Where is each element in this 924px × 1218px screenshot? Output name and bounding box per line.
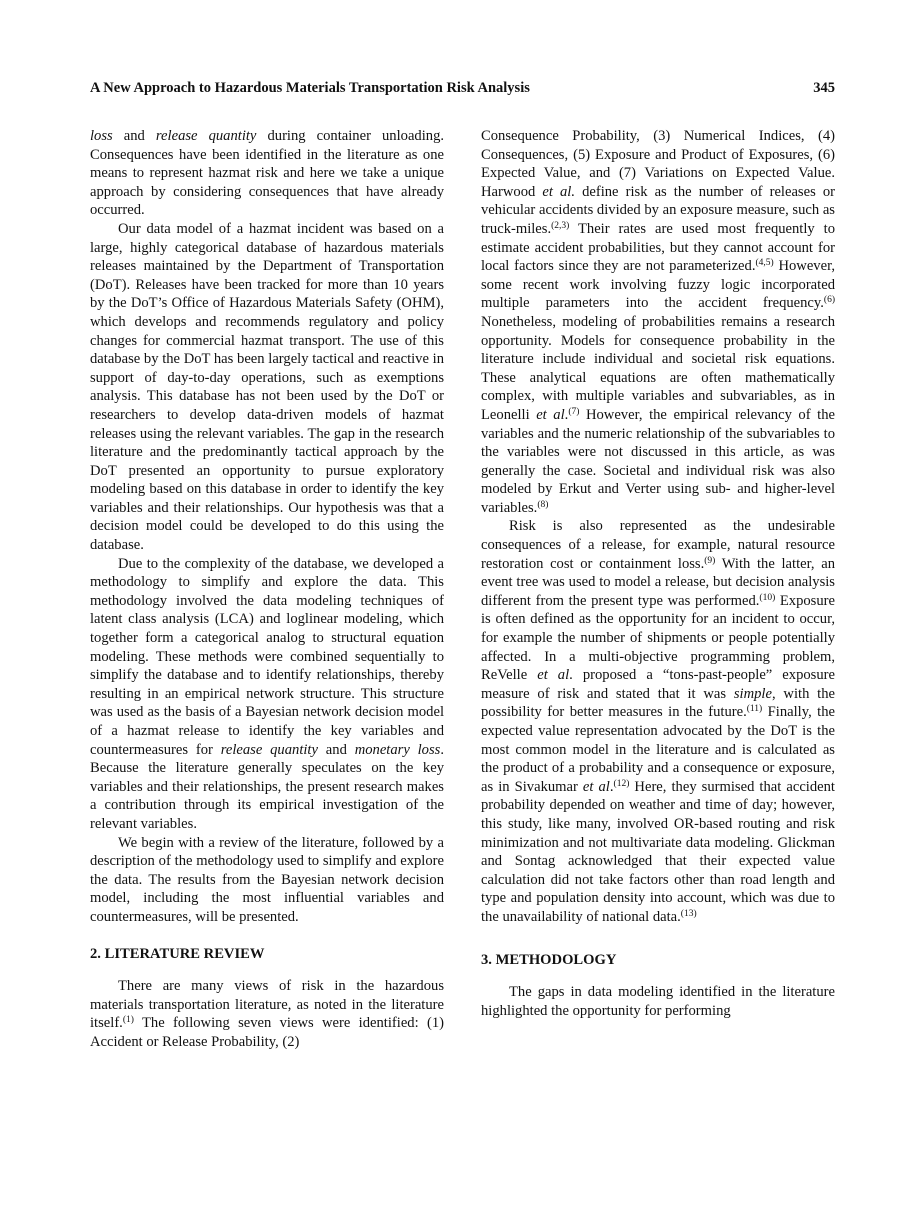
citation: (1) — [122, 1015, 134, 1026]
text-run: With the latter, an event tree was used to model a release, but decision analysis different from the present type was performed. — [481, 555, 835, 609]
paragraph-data-model: Our data model of a hazmat incident was based on a large, highly categorical database of hazardous materials releases maintained by the Department of Transportation (DoT). Releases have been tracked for more than 10 years by the DoT’s Office of Hazardous Materials Safety (OHM), which develops and recommends regulatory and policy changes for commercial hazmat transport. The use of this database by the DoT has been largely tactical and reactive in support of day-to-day operations, such as exemptions analysis. This database has not been used by the DoT or researchers to develop data-driven models of hazmat releases using the relevant variables. The gap in the research literature and the predominantly tactical approach by the DoT presented an opportunity to pursue exploratory modeling based on this database in order to identify the key variables and their relationships. Our hypothesis was that a decision model could be developed to do this using the database. — [90, 220, 444, 554]
emphasis: simple — [733, 685, 772, 702]
text-run: Risk is also represented as the undesirable consequences of a release, for example, natural resource restoration cost or containment loss. — [481, 518, 835, 572]
citation: (7) — [568, 406, 580, 417]
citation: (12) — [613, 778, 630, 789]
text-run: Exposure is often defined as the opportunity for an incident to occur, for example the number of shipments or people potentially affected. In a multi-objective programming problem, ReVelle — [481, 592, 835, 684]
citation: (6) — [823, 295, 835, 306]
text-run: Due to the complexity of the database, we developed a methodology to simplify and explore the data. This methodology involved the data modeling techniques of latent class analysis (LCA) and loglinear modeling, which together form a categorical analog to structural equation modeling. These methods were combined sequentially to simplify the database and to identify relationships, thereby resulting in an empirical network structure. This structure was used as the basis of a Bayesian network decision model of a hazmat release to identify the key variables and countermeasures for — [90, 555, 444, 758]
paragraph-methodology-overview — [90, 555, 444, 834]
paragraph-views-of-risk — [90, 977, 444, 1051]
paragraph-continued — [481, 127, 835, 517]
running-header — [90, 80, 835, 102]
text-run: , with the possibility for better measures in the future. — [481, 685, 835, 721]
emphasis: loss — [90, 128, 113, 144]
citation: (11) — [746, 704, 763, 715]
emphasis: monetary loss — [354, 741, 441, 758]
emphasis: et al. — [542, 183, 575, 200]
citation: (8) — [537, 499, 549, 510]
text-run: The following seven views were identified: (1) Accident or Release Probability, (2) — [90, 1015, 444, 1050]
paragraph-outline: We begin with a review of the literature, followed by a description of the methodology used to simplify and explore the data. The results from the Bayesian network decision model, including the most influential variables and countermeasures, will be presented. — [90, 834, 444, 925]
text-run: . proposed a “tons-past-people” exposure measure of risk and stated that it was — [481, 667, 835, 702]
emphasis: et al — [537, 667, 570, 684]
text-run: Consequence Probability, (3) Numerical Indices, (4) Consequences, (5) Exposure and Product of Exposures, (6) Expected Value, and (7) Variations on Expected Value. Harwood — [481, 128, 835, 200]
text-run: . — [609, 778, 614, 795]
paragraph-consequences — [481, 517, 835, 926]
left-column — [90, 127, 444, 1052]
citation: (10) — [759, 592, 776, 603]
emphasis: et al — [582, 778, 610, 795]
text-run: and — [112, 128, 156, 144]
paragraph-continued — [90, 127, 444, 220]
citation: (9) — [704, 555, 716, 566]
paragraph-methodology-start: The gaps in data modeling identified in the literature highlighted the opportunity for performing — [481, 984, 835, 1019]
emphasis: et al — [536, 406, 565, 423]
text-run: There are many views of risk in the hazardous materials transportation literature, as noted in the literature itself. — [90, 978, 444, 1032]
section-heading-methodology: 3. METHODOLOGY — [481, 951, 617, 968]
text-run: However, the empirical relevancy of the variables and the numeric relationship of the subvariables to the variables were not discussed in this article, as was generally the case. Societal and individual risk was also modeled by Erkut and Verter using sub- and higher-level variables. — [481, 406, 835, 516]
right-column — [481, 127, 835, 1020]
section-heading-literature-review: 2. LITERATURE REVIEW — [90, 945, 265, 962]
emphasis: release quantity — [155, 128, 257, 144]
text-run: . — [564, 406, 569, 423]
page-number: 345 — [813, 80, 835, 96]
text-run: However, some recent work involving fuzzy logic incorporated multiple parameters into the accident frequency. — [481, 258, 835, 312]
text-run: . Because the literature generally speculates on the key variables and their relationships, the present research makes a contribution through its empirical investigation of the relevant variables. — [90, 741, 444, 832]
text-run: define risk as the number of releases or vehicular accidents divided by an exposure measure, such as truck-miles. — [481, 183, 835, 237]
text-run: Finally, the expected value representation advocated by the DoT is the most common model in the literature and is calculated as the product of a probability and a consequence or exposure, as in Sivakumar — [481, 704, 835, 795]
citation: (2,3) — [551, 220, 570, 231]
text-run: Here, they surmised that accident probability depended on weather and time of day; however, this study, like many, involved OR-based routing and risk minimization and not multivariate data modeling. Glickman and Sontag acknowledged that their expected value calculation did not take factors other than road length and type and population density into account, which was due to the unavailability of national data. — [481, 778, 835, 925]
running-title: A New Approach to Hazardous Materials Transportation Risk Analysis — [90, 80, 530, 96]
text-run: Their rates are used most frequently to estimate accident probabilities, but they cannot account for local factors since they are not parameterized. — [481, 220, 835, 275]
citation: (4,5) — [755, 258, 774, 269]
text-run: during container unloading. Consequences have been identified in the literature as one means to represent hazmat risk and here we take a unique approach by considering consequences that have already occurred. — [90, 128, 445, 219]
text-run: Nonetheless, modeling of probabilities remains a research opportunity. Models for consequence probability in the literature include individual and societal risk equations. These analytical equations are often mathematically complex, with multiple variables and subvariables, as in Leonelli — [481, 313, 835, 423]
citation: (13) — [680, 908, 697, 919]
emphasis: release quantity — [220, 741, 318, 758]
text-run: and — [317, 741, 355, 758]
